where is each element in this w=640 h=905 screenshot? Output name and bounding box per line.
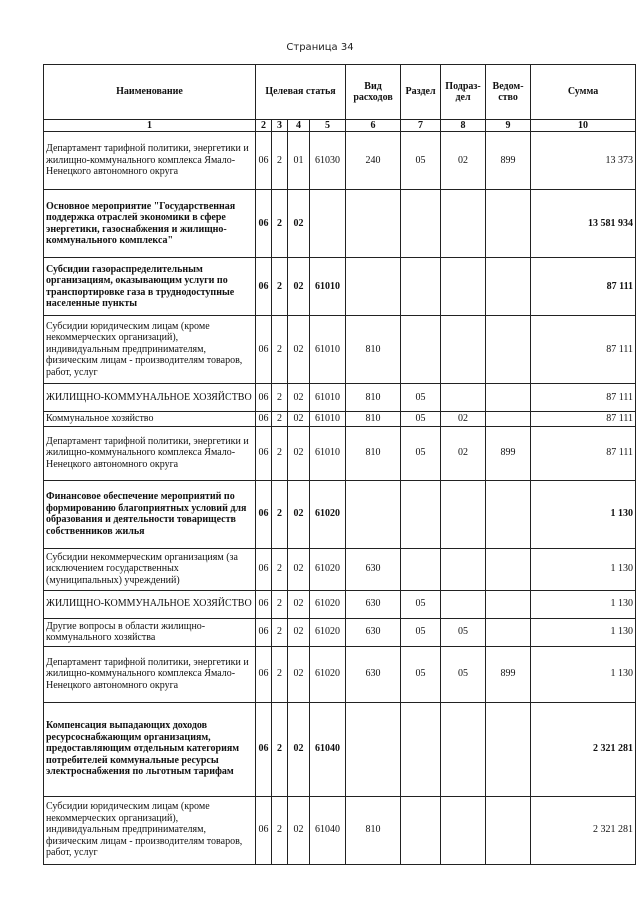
row-section xyxy=(401,316,441,384)
row-program-code: 06 xyxy=(256,796,272,864)
row-expense-type: 630 xyxy=(346,548,401,590)
column-number: 4 xyxy=(288,120,310,132)
row-expense-type: 240 xyxy=(346,132,401,190)
row-activity-code: 02 xyxy=(288,426,310,480)
row-name: Коммунальное хозяйство xyxy=(44,412,256,427)
row-section: 05 xyxy=(401,646,441,702)
row-amount: 1 130 xyxy=(531,548,636,590)
row-subprogram-code: 2 xyxy=(272,384,288,412)
row-department xyxy=(486,384,531,412)
row-department xyxy=(486,618,531,646)
row-activity-code: 02 xyxy=(288,384,310,412)
table-row xyxy=(44,480,636,548)
row-section xyxy=(401,548,441,590)
row-direction-code: 61010 xyxy=(310,384,346,412)
row-expense-type: 810 xyxy=(346,426,401,480)
row-section: 05 xyxy=(401,426,441,480)
row-subprogram-code: 2 xyxy=(272,412,288,427)
row-subsection: 05 xyxy=(441,618,486,646)
row-expense-type: 630 xyxy=(346,590,401,618)
row-subprogram-code: 2 xyxy=(272,426,288,480)
row-department xyxy=(486,412,531,427)
row-subprogram-code: 2 xyxy=(272,702,288,796)
row-name: Другие вопросы в области жилищно-коммунального хозяйства xyxy=(44,618,256,646)
row-program-code: 06 xyxy=(256,590,272,618)
row-amount: 1 130 xyxy=(531,590,636,618)
page-number: Страница 34 xyxy=(286,42,354,53)
row-subprogram-code: 2 xyxy=(272,480,288,548)
row-direction-code: 61020 xyxy=(310,646,346,702)
row-section xyxy=(401,796,441,864)
row-expense-type xyxy=(346,480,401,548)
column-number: 7 xyxy=(401,120,441,132)
header-target: Целевая статья xyxy=(256,65,346,120)
row-subsection xyxy=(441,796,486,864)
table-row xyxy=(44,132,636,190)
header-expense-type: Вид расходов xyxy=(346,65,401,120)
column-number: 8 xyxy=(441,120,486,132)
row-direction-code: 61030 xyxy=(310,132,346,190)
table-row xyxy=(44,548,636,590)
row-name: Субсидии газораспределительным организациям, оказывающим услуги по транспортировке газа в труднодоступные населенные пункты xyxy=(44,258,256,316)
row-program-code: 06 xyxy=(256,412,272,427)
column-number: 1 xyxy=(44,120,256,132)
row-expense-type: 630 xyxy=(346,618,401,646)
row-amount: 87 111 xyxy=(531,316,636,384)
table-row xyxy=(44,426,636,480)
row-section xyxy=(401,702,441,796)
row-amount: 87 111 xyxy=(531,426,636,480)
row-subsection xyxy=(441,190,486,258)
row-program-code: 06 xyxy=(256,316,272,384)
row-name: Департамент тарифной политики, энергетики и жилищно-коммунального комплекса Ямало-Ненецкого автономного округа xyxy=(44,132,256,190)
row-subprogram-code: 2 xyxy=(272,258,288,316)
row-name: Департамент тарифной политики, энергетики и жилищно-коммунального комплекса Ямало-Ненецкого автономного округа xyxy=(44,646,256,702)
table-row xyxy=(44,646,636,702)
header-section: Раздел xyxy=(401,65,441,120)
row-activity-code: 02 xyxy=(288,316,310,384)
row-subprogram-code: 2 xyxy=(272,190,288,258)
row-expense-type: 810 xyxy=(346,412,401,427)
row-expense-type: 810 xyxy=(346,316,401,384)
table-row xyxy=(44,590,636,618)
header-row xyxy=(44,65,636,120)
table-row xyxy=(44,190,636,258)
row-subprogram-code: 2 xyxy=(272,316,288,384)
row-amount: 2 321 281 xyxy=(531,702,636,796)
row-section xyxy=(401,190,441,258)
row-amount: 1 130 xyxy=(531,480,636,548)
row-direction-code: 61040 xyxy=(310,796,346,864)
row-expense-type xyxy=(346,258,401,316)
row-name: Субсидии некоммерческим организациям (за исключением государственных (муниципальных) учреждений) xyxy=(44,548,256,590)
row-activity-code: 02 xyxy=(288,480,310,548)
row-subsection xyxy=(441,702,486,796)
row-department xyxy=(486,316,531,384)
row-amount: 87 111 xyxy=(531,412,636,427)
column-number: 9 xyxy=(486,120,531,132)
row-direction-code: 61020 xyxy=(310,590,346,618)
table-row xyxy=(44,796,636,864)
row-department: 899 xyxy=(486,132,531,190)
budget-table xyxy=(43,64,636,865)
row-activity-code: 02 xyxy=(288,590,310,618)
row-subprogram-code: 2 xyxy=(272,548,288,590)
row-department xyxy=(486,796,531,864)
row-subprogram-code: 2 xyxy=(272,646,288,702)
row-direction-code: 61010 xyxy=(310,258,346,316)
row-department xyxy=(486,480,531,548)
row-name: Основное мероприятие "Государственная поддержка отраслей экономики в сфере энергетики, газоснабжения и жилищно-коммунального комплекса" xyxy=(44,190,256,258)
column-number: 10 xyxy=(531,120,636,132)
row-section: 05 xyxy=(401,412,441,427)
row-subsection xyxy=(441,480,486,548)
row-department xyxy=(486,548,531,590)
column-number: 3 xyxy=(272,120,288,132)
row-amount: 1 130 xyxy=(531,646,636,702)
row-subsection: 05 xyxy=(441,646,486,702)
row-direction-code: 61010 xyxy=(310,316,346,384)
row-amount: 13 581 934 xyxy=(531,190,636,258)
row-direction-code: 61010 xyxy=(310,426,346,480)
row-amount: 13 373 xyxy=(531,132,636,190)
row-expense-type: 810 xyxy=(346,796,401,864)
row-direction-code xyxy=(310,190,346,258)
row-subprogram-code: 2 xyxy=(272,132,288,190)
row-name: Субсидии юридическим лицам (кроме некоммерческих организаций), индивидуальным предпринимателям, физическим лицам - производителям товаров, работ, услуг xyxy=(44,796,256,864)
row-section: 05 xyxy=(401,618,441,646)
column-number-row xyxy=(44,120,636,132)
row-direction-code: 61020 xyxy=(310,480,346,548)
row-activity-code: 02 xyxy=(288,190,310,258)
row-program-code: 06 xyxy=(256,702,272,796)
row-activity-code: 02 xyxy=(288,796,310,864)
row-program-code: 06 xyxy=(256,618,272,646)
row-section: 05 xyxy=(401,590,441,618)
row-subsection: 02 xyxy=(441,412,486,427)
row-activity-code: 02 xyxy=(288,702,310,796)
row-expense-type: 810 xyxy=(346,384,401,412)
row-activity-code: 02 xyxy=(288,412,310,427)
table-row xyxy=(44,258,636,316)
row-activity-code: 02 xyxy=(288,258,310,316)
row-subsection: 02 xyxy=(441,426,486,480)
row-name: Компенсация выпадающих доходов ресурсоснабжающим организациям, предоставляющим отдельным категориям потребителей коммунальные ресурсы электроснабжения по льготным тарифам xyxy=(44,702,256,796)
row-name: Субсидии юридическим лицам (кроме некоммерческих организаций), индивидуальным предпринимателям, физическим лицам - производителям товаров, работ, услуг xyxy=(44,316,256,384)
row-program-code: 06 xyxy=(256,384,272,412)
header-department: Ведом-ство xyxy=(486,65,531,120)
row-department xyxy=(486,190,531,258)
table-row xyxy=(44,412,636,427)
row-subsection xyxy=(441,316,486,384)
row-subprogram-code: 2 xyxy=(272,618,288,646)
row-expense-type xyxy=(346,190,401,258)
row-name: Департамент тарифной политики, энергетики и жилищно-коммунального комплекса Ямало-Ненецкого автономного округа xyxy=(44,426,256,480)
row-expense-type: 630 xyxy=(346,646,401,702)
table-row xyxy=(44,384,636,412)
row-activity-code: 02 xyxy=(288,548,310,590)
row-program-code: 06 xyxy=(256,190,272,258)
row-program-code: 06 xyxy=(256,426,272,480)
column-number: 5 xyxy=(310,120,346,132)
row-activity-code: 02 xyxy=(288,618,310,646)
row-department: 899 xyxy=(486,426,531,480)
row-section xyxy=(401,480,441,548)
header-name: Наименование xyxy=(44,65,256,120)
row-program-code: 06 xyxy=(256,548,272,590)
row-subsection xyxy=(441,258,486,316)
table-row xyxy=(44,702,636,796)
row-subprogram-code: 2 xyxy=(272,590,288,618)
row-subprogram-code: 2 xyxy=(272,796,288,864)
row-subsection xyxy=(441,384,486,412)
row-amount: 87 111 xyxy=(531,258,636,316)
row-direction-code: 61020 xyxy=(310,618,346,646)
row-department xyxy=(486,702,531,796)
table-row xyxy=(44,316,636,384)
row-program-code: 06 xyxy=(256,646,272,702)
row-department xyxy=(486,590,531,618)
row-direction-code: 61010 xyxy=(310,412,346,427)
table-row xyxy=(44,618,636,646)
row-program-code: 06 xyxy=(256,132,272,190)
row-name: ЖИЛИЩНО-КОММУНАЛЬНОЕ ХОЗЯЙСТВО xyxy=(44,384,256,412)
row-expense-type xyxy=(346,702,401,796)
column-number: 2 xyxy=(256,120,272,132)
row-amount: 2 321 281 xyxy=(531,796,636,864)
row-activity-code: 02 xyxy=(288,646,310,702)
row-subsection xyxy=(441,590,486,618)
row-department xyxy=(486,258,531,316)
row-section: 05 xyxy=(401,384,441,412)
row-subsection xyxy=(441,548,486,590)
row-amount: 87 111 xyxy=(531,384,636,412)
row-name: ЖИЛИЩНО-КОММУНАЛЬНОЕ ХОЗЯЙСТВО xyxy=(44,590,256,618)
row-program-code: 06 xyxy=(256,480,272,548)
row-section xyxy=(401,258,441,316)
row-subsection: 02 xyxy=(441,132,486,190)
header-amount: Сумма xyxy=(531,65,636,120)
row-name: Финансовое обеспечение мероприятий по формированию благоприятных условий для образования и деятельности товариществ собственников жилья xyxy=(44,480,256,548)
row-amount: 1 130 xyxy=(531,618,636,646)
column-number: 6 xyxy=(346,120,401,132)
row-department: 899 xyxy=(486,646,531,702)
row-activity-code: 01 xyxy=(288,132,310,190)
row-section: 05 xyxy=(401,132,441,190)
row-program-code: 06 xyxy=(256,258,272,316)
row-direction-code: 61040 xyxy=(310,702,346,796)
header-subsection: Подраз-дел xyxy=(441,65,486,120)
row-direction-code: 61020 xyxy=(310,548,346,590)
